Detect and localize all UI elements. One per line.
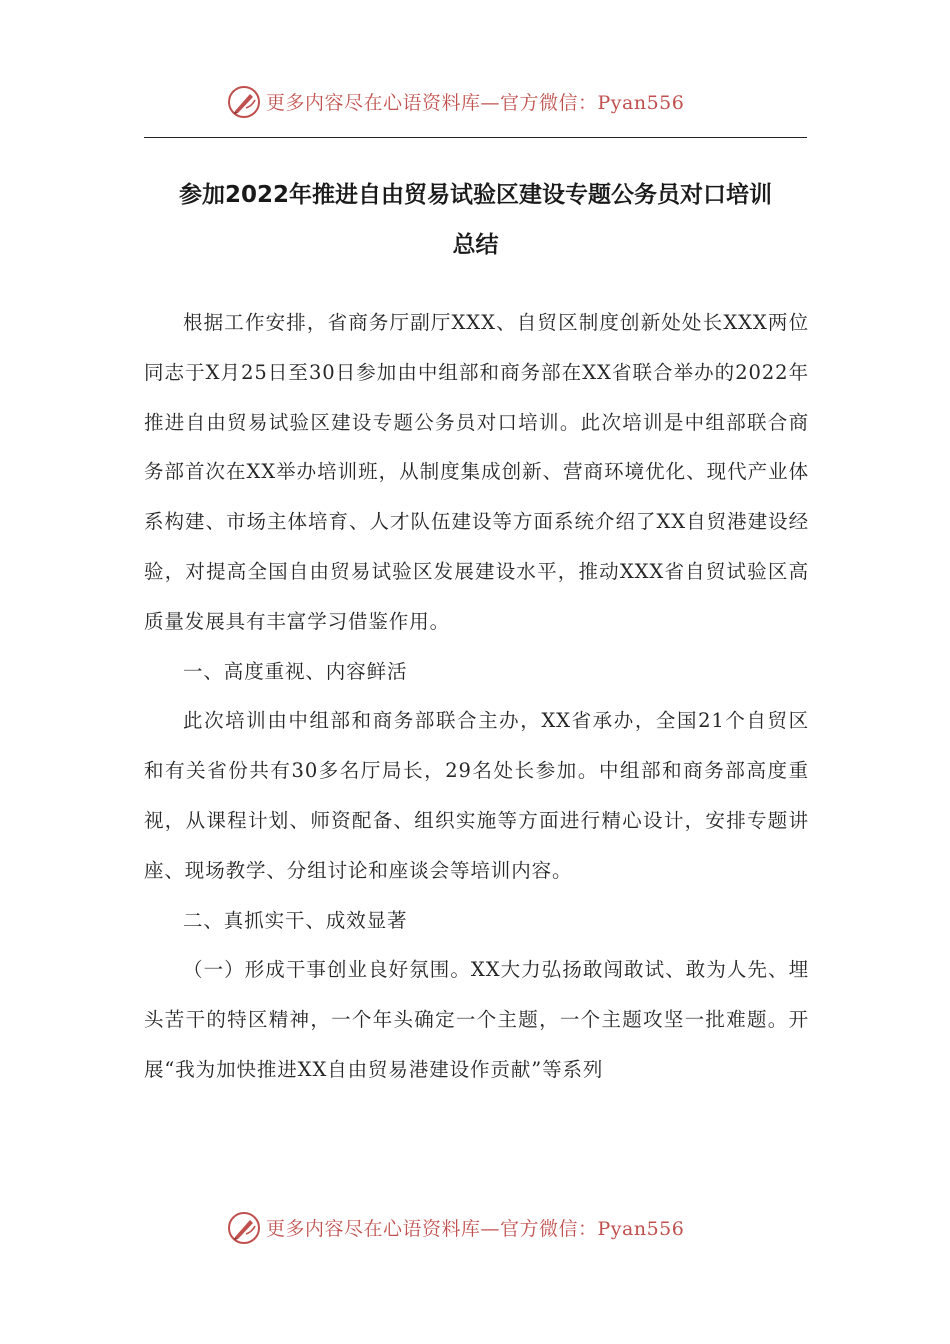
watermark-text: 更多内容尽在心语资料库—官方微信：Pyan556	[266, 1218, 685, 1240]
header-divider	[144, 137, 807, 138]
section-heading-2: 二、真抓实干、成效显著	[183, 908, 408, 932]
watermark-text: 更多内容尽在心语资料库—官方微信：Pyan556	[266, 92, 685, 114]
quill-logo-icon	[226, 1210, 262, 1246]
document-title	[144, 170, 807, 270]
paragraph-section-1: 此次培训由中组部和商务部联合主办，XX省承办，全国21个自贸区和有关省份共有30多名厅局长，29名处长参加。中组部和商务部高度重视，从课程计划、师资配备、组织实施等方面进行精心设计，安排专题讲座、现场教学、分组讨论和座谈会等培训内容。	[144, 709, 809, 882]
title-line-2: 总结	[452, 232, 499, 258]
section-heading-1: 一、高度重视、内容鲜活	[183, 659, 408, 683]
paragraph-intro: 根据工作安排，省商务厅副厅XXX、自贸区制度创新处处长XXX两位同志于X月25日至30日参加由中组部和商务部在XX省联合举办的2022年推进自由贸易试验区建设专题公务员对口培训。此次培训是中组部联合商务部首次在XX举办培训班，从制度集成创新、营商环境优化、现代产业体系构建、市场主体培育、人才队伍建设等方面系统介绍了XX自贸港建设经验，对提高全国自由贸易试验区发展建设水平，推动XXX省自贸试验区高质量发展具有丰富学习借鉴作用。	[144, 311, 809, 633]
paragraph-section-2: （一）形成干事创业良好氛围。XX大力弘扬敢闯敢试、敢为人先、埋头苦干的特区精神，一个年头确定一个主题，一个主题攻坚一批难题。开展“我为加快推进XX自由贸易港建设作贡献”等系列	[144, 958, 809, 1081]
quill-logo-icon	[226, 84, 262, 120]
watermark-header	[0, 82, 950, 126]
document-body	[144, 298, 809, 1095]
watermark-footer	[0, 1208, 950, 1252]
title-line-1: 参加2022年推进自由贸易试验区建设专题公务员对口培训	[178, 182, 772, 208]
